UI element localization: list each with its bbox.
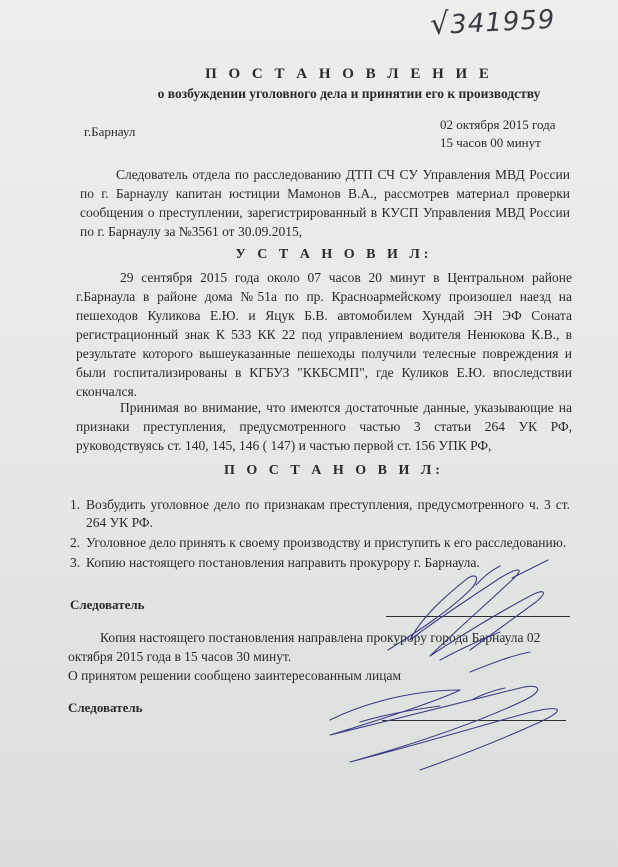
resolution-text: Возбудить уголовное дело по признакам преступления, предусмотренного ч. 3 ст. 264 УК РФ.: [86, 497, 570, 530]
parties-informed: О принятом решении сообщено заинтересованным лицам: [68, 668, 401, 683]
resolution-number: 1.: [70, 497, 81, 512]
document-date: 02 октября 2015 года: [440, 117, 556, 132]
intro-paragraph: Следователь отдела по расследованию ДТП СЧ СУ Управления МВД России по г. Барнаулу капитан юстиции Мамонов В.А., рассмотрев материал проверки сообщения о преступлении, зарегистрированный в КУСП Управления МВД России по г. Барнаулу за №3561 от 30.09.2015,: [80, 167, 570, 239]
document-title: П О С Т А Н О В Л Е Н И Е: [205, 66, 493, 82]
resolution-number: 3.: [70, 555, 81, 570]
facts-paragraph: 29 сентября 2015 года около 07 часов 20 минут в Центральном районе г.Барнаула в районе дома №51а по пр. Красноармейскому произошел наезд на пешеходов Куликова Е.Ю. и Яцук Б.В. автомобилем Хундай ЭН ЭФ Соната регистрационный знак К 533 КК 22 под управлением водителя Ненюкова К.В., в результате которого вышеуказанные пешеходы получили телесные повреждения и были госпитализированы в КГБУЗ "ККБСМП", где Куликов Е.Ю. впоследствии скончался.: [76, 270, 572, 399]
resolution-item: [70, 496, 570, 532]
resolutions-list: [70, 496, 570, 574]
city: г.Барнаул: [84, 124, 136, 139]
considering-paragraph: Принимая во внимание, что имеются достаточные данные, указывающие на признаки преступления, предусмотренного частью 3 статьи 264 УК РФ, руководствуясь ст. 140, 145, 146 ( 147) и частью первой ст. 156 УПК РФ,: [76, 400, 572, 453]
resolution-item: [70, 534, 570, 552]
investigator-label: Следователь: [70, 597, 145, 612]
signature-stroke-3: [330, 686, 557, 770]
signature-line-2: [382, 720, 566, 721]
document-subtitle: о возбуждении уголовного дела и принятии его к производству: [157, 86, 541, 101]
resolution-text: Уголовное дело принять к своему производству и приступить к его расследованию.: [86, 535, 567, 550]
resolution-text: Копию настоящего постановления направить прокурору г. Барнаула.: [86, 555, 480, 570]
date-block: [440, 116, 556, 152]
handwritten-registration-number: √341959: [429, 4, 557, 43]
document-time: 15 часов 00 минут: [440, 135, 541, 150]
investigator-label-2: Следователь: [68, 700, 143, 715]
copy-sent-paragraph: Копия настоящего постановления направлена прокурору города Барнаула 02 октября 2015 года в 15 часов 30 минут.: [68, 630, 541, 664]
established-heading: У С Т А Н О В И Л:: [235, 247, 433, 262]
resolution-number: 2.: [70, 535, 81, 550]
resolved-heading: П О С Т А Н О В И Л:: [224, 463, 444, 478]
signature-stroke-4: [360, 688, 505, 722]
resolution-item: [70, 554, 570, 572]
signature-line: [386, 616, 570, 617]
